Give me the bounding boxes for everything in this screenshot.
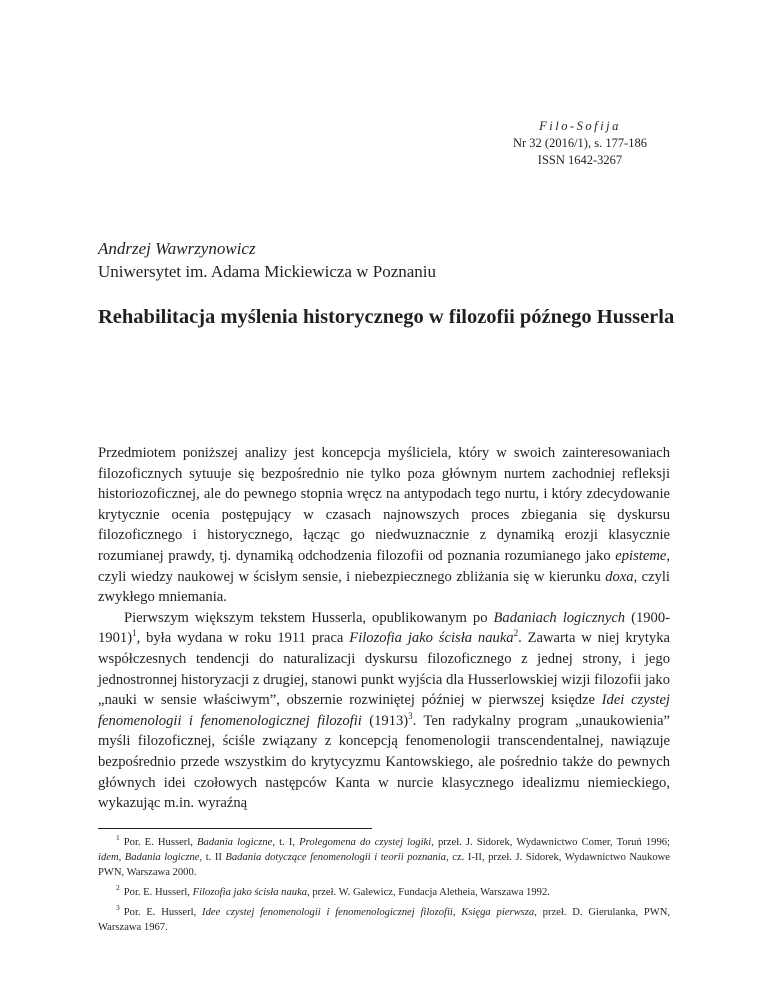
footnote-number: 3 <box>116 903 120 913</box>
footnote-1 <box>98 835 670 880</box>
italic-term: episteme <box>615 547 667 564</box>
journal-issn: ISSN 1642-3267 <box>537 153 623 167</box>
text-run: , <box>452 907 462 918</box>
italic-title: Prolegomena do czystej logiki <box>299 837 432 848</box>
text-run: , czyli wiedzy naukowej w ścisłym sensie, i niebezpiecznego zbliżania się w kierunku <box>98 547 670 585</box>
text-run: (1913) <box>361 712 409 729</box>
text-run: Pierwszym większym tekstem Husserla, opublikowanym po <box>124 609 494 626</box>
text-run: , była wydana w roku 1911 praca <box>136 630 350 647</box>
footnote-ref[interactable]: 3 <box>408 710 413 721</box>
footnote-separator <box>98 828 372 829</box>
text-run: Por. E. Husserl, <box>123 837 198 848</box>
text-run: (1900-1901) <box>98 609 670 647</box>
italic-title: Filozofia jako ścisła nauka <box>349 630 514 647</box>
footnotes <box>98 835 670 940</box>
text-run: . Ten radykalny program „unaukowienia” myśli filozoficznej, ściśle związany z koncepcją fenomenologii transcendentalnej, nawiązuje bezpośrednio przede wszystkim do krytycyzmu Kantowskiego, ale pośrednio także do pewnych głównych idei czołowych następców Kanta w nurcie klasycznego idealizmu niemieckiego, wykazując m.in. wyraźną <box>98 712 670 812</box>
text-run: , przeł. W. Galewicz, Fundacja Aletheia, Warszawa 1992. <box>307 887 550 898</box>
text-run: , t. I, <box>272 837 300 848</box>
text-run: Przedmiotem poniższej analizy jest koncepcja myśliciela, który w swoich zainteresowaniach filozoficznych sytuuje się bezpośrednio nie tylko poza głównym nurtem zachodniej refleksji historiozoficznej, ale do pewnego stopnia wręcz na antypodach tego nurtu, i który zdecydowanie krytycznie ocenia postępujący w czasach najnowszych proces zbiegania się dyskursu filozoficznego i historycznego, łącząc go niedwuznacznie z dynamiką erozji klasycznie rozumianej prawdy, tj. dynamiką odchodzenia filozofii od poznania rozumianego jako <box>98 445 670 564</box>
footnote-2 <box>98 885 670 900</box>
italic-title: Badania logiczne <box>197 837 273 848</box>
italic-title: Idee czystej fenomenologii i fenomenologicznej filozofii <box>202 907 453 918</box>
footnote-ref[interactable]: 2 <box>513 628 519 639</box>
article-body <box>98 443 670 814</box>
author-block <box>98 237 436 283</box>
italic-title: idem <box>98 852 119 863</box>
italic-title: Badaniach logicznych <box>493 609 626 626</box>
footnote-number: 2 <box>116 883 120 893</box>
italic-title: Księga pierwsza <box>461 907 535 918</box>
paragraph-2 <box>98 608 670 814</box>
footnote-ref[interactable]: 1 <box>132 628 137 639</box>
italic-title: Badania logiczne <box>124 852 200 863</box>
author-name: Andrzej Wawrzynowicz <box>98 239 256 258</box>
footnote-number: 1 <box>116 833 120 843</box>
text-run: . Zawarta w niej krytyka współczesnych tendencji do naturalizacji dyskursu filozoficznego z jednej strony, i jego jednostronnej historyzacji z drugiej, stanowi punkt wyjścia dla Husserlowskiej wizji filozofii jako „nauki w sensie właściwym”, obszernie rozwiniętej później w pierwszej księdze <box>98 630 671 709</box>
text-run: , przeł. J. Sidorek, Wydawnictwo Comer, Toruń 1996; <box>431 837 670 848</box>
journal-issue: Nr 32 (2016/1), s. 177-186 <box>512 136 647 150</box>
italic-title: Filozofia jako ścisła nauka <box>192 887 308 898</box>
text-run: , cz. I-II, przeł. J. Sidorek, Wydawnictwo Naukowe PWN, Warszawa 2000. <box>98 852 670 878</box>
text-run: , <box>118 852 125 863</box>
italic-title: Badania dotyczące fenomenologii i teorii poznania <box>225 852 447 863</box>
italic-term: doxa <box>605 568 634 585</box>
author-affiliation: Uniwersytet im. Adama Mickiewicza w Poznaniu <box>98 262 437 281</box>
italic-title: Idei czystej fenomenologii i fenomenologicznej filozofii <box>98 692 670 729</box>
journal-info <box>480 118 680 169</box>
footnote-3 <box>98 905 670 935</box>
journal-name: Filo-Sofija <box>539 119 621 133</box>
text-run: Por. E. Husserl, <box>123 907 203 918</box>
text-run: Por. E. Husserl, <box>123 887 193 898</box>
text-run: , t. II <box>199 852 226 863</box>
text-run: , czyli zwykłego mniemania. <box>98 568 670 606</box>
paragraph-1 <box>98 443 670 608</box>
article-title: Rehabilitacja myślenia historycznego w filozofii późnego Husserla <box>98 306 675 328</box>
text-run: , przeł. D. Gierulanka, PWN, Warszawa 1967. <box>98 907 671 933</box>
